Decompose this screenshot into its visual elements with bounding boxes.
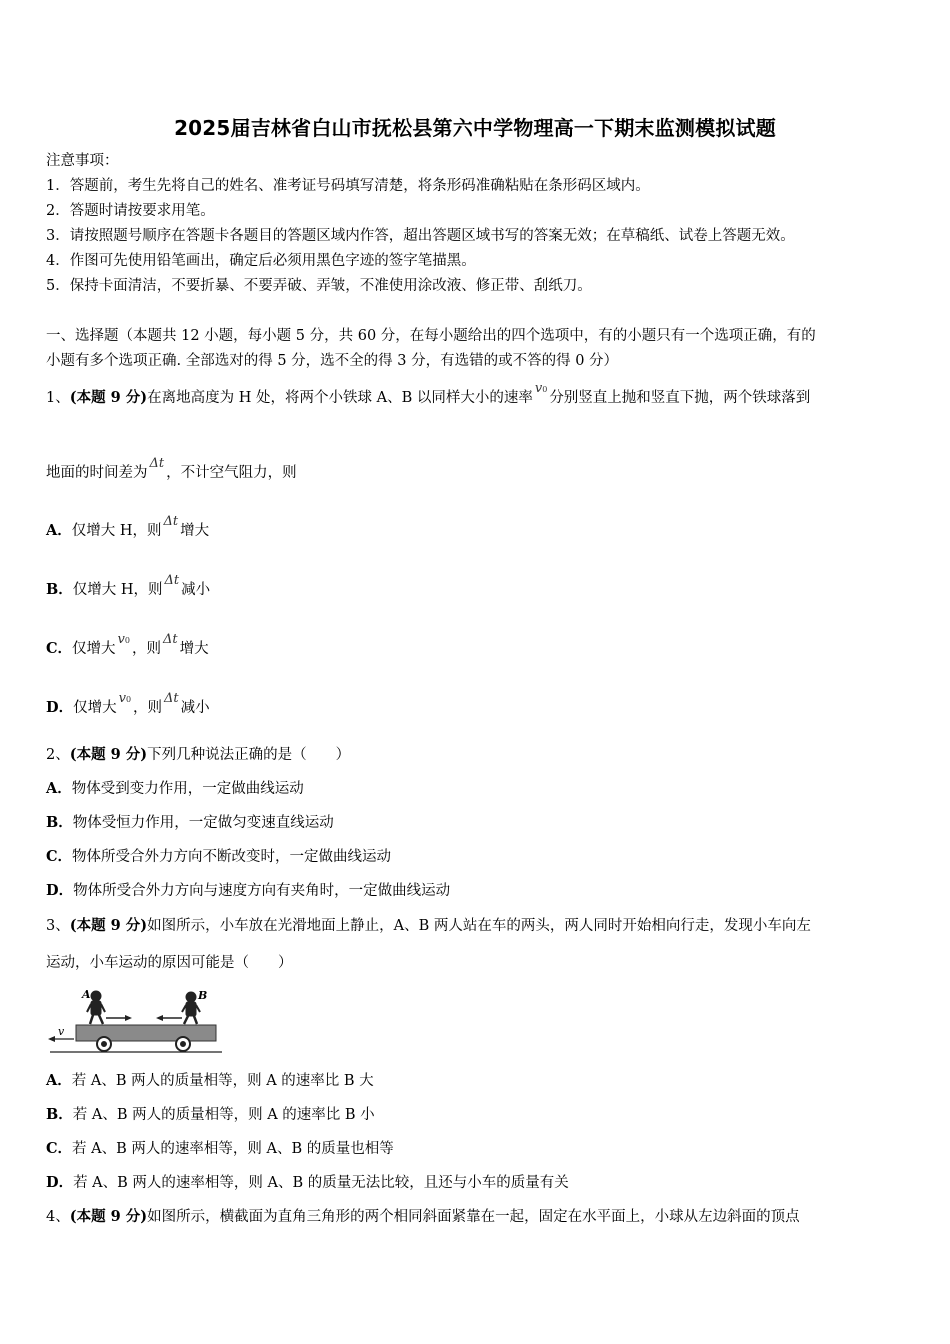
notice-item: 5．保持卡面清洁，不要折暴、不要弄破、弄皱，不准使用涂改液、修正带、刮纸刀。 bbox=[46, 278, 592, 294]
page-title: 2025届吉林省白山市抚松县第六中学物理高一下期末监测模拟试题 bbox=[174, 116, 776, 140]
question-4-stem: 4、(本题 9 分)如图所示，横截面为直角三角形的两个相同斜面紧靠在一起，固定在水平面上，小球从左边斜面的顶点 bbox=[46, 1208, 800, 1225]
question-2-option-d: D．物体所受合外力方向与速度方向有夹角时，一定做曲线运动 bbox=[46, 882, 451, 899]
question-1-stem-cont: 地面的时间差为Δt，不计空气阻力，则 bbox=[46, 456, 297, 481]
arrow-a-velocity bbox=[106, 1015, 132, 1021]
figure-label-b: B bbox=[198, 989, 208, 1002]
question-1-option-d: D．仅增大v0，则Δt减小 bbox=[46, 691, 210, 716]
notice-item: 2．答题时请按要求用笔。 bbox=[46, 203, 215, 219]
question-1-option-a: A．仅增大 H，则Δt增大 bbox=[46, 514, 210, 539]
question-2-option-a: A．物体受到变力作用，一定做曲线运动 bbox=[46, 780, 304, 797]
question-3-option-a: A．若 A、B 两人的质量相等，则 A 的速率比 B 大 bbox=[46, 1072, 374, 1089]
question-3-option-b: B．若 A、B 两人的质量相等，则 A 的速率比 B 小 bbox=[46, 1106, 375, 1123]
v0-symbol: v0 bbox=[117, 632, 130, 647]
cart-body bbox=[76, 1025, 216, 1041]
notice-item: 1．答题前，考生先将自己的姓名、准考证号码填写清楚，将条形码准确粘贴在条形码区域内。 bbox=[46, 178, 650, 194]
notice-item: 3．请按照题号顺序在答题卡各题目的答题区域内作答，超出答题区域书写的答案无效；在草稿纸、试卷上答题无效。 bbox=[46, 228, 795, 244]
delta-t-symbol: Δt bbox=[163, 514, 179, 529]
question-1-stem: 1、(本题 9 分)在离地高度为 H 处，将两个小铁球 A、B 以同样大小的速率v0分别竖直上抛和竖直下抛，两个铁球落到 bbox=[46, 381, 811, 406]
v0-symbol: v0 bbox=[118, 691, 132, 706]
cart-figure bbox=[46, 984, 226, 1056]
delta-t-symbol: Δt bbox=[164, 691, 179, 706]
question-2-option-c: C．物体所受合外力方向不断改变时，一定做曲线运动 bbox=[46, 848, 392, 865]
question-3-option-c: C．若 A、B 两人的速率相等，则 A、B 的质量也相等 bbox=[46, 1140, 394, 1157]
figure-label-a: A bbox=[82, 988, 91, 1001]
question-3-stem-cont: 运动，小车运动的原因可能是（ ） bbox=[46, 955, 293, 971]
section-heading-cont: 小题有多个选项正确. 全部选对的得 5 分，选不全的得 3 分，有选错的或不答的得 0 分） bbox=[46, 353, 619, 369]
question-3-stem: 3、(本题 9 分)如图所示，小车放在光滑地面上静止，A、B 两人站在车的两头，两人同时开始相向行走，发现小车向左 bbox=[46, 917, 811, 934]
delta-t-symbol: Δt bbox=[164, 573, 180, 588]
question-2-option-b: B．物体受恒力作用，一定做匀变速直线运动 bbox=[46, 814, 334, 831]
question-3-option-d: D．若 A、B 两人的速率相等，则 A、B 的质量无法比较，且还与小车的质量有关 bbox=[46, 1174, 569, 1191]
delta-t-symbol: Δt bbox=[149, 456, 165, 471]
figure-label-v: v bbox=[58, 1025, 65, 1038]
arrow-b-velocity bbox=[156, 1015, 182, 1021]
question-2-stem: 2、(本题 9 分)下列几种说法正确的是（ ） bbox=[46, 746, 351, 763]
notice-heading: 注意事项： bbox=[46, 153, 119, 169]
section-heading: 一、选择题（本题共 12 小题，每小题 5 分，共 60 分，在每小题给出的四个选项中，有的小题只有一个选项正确，有的 bbox=[46, 328, 816, 344]
notice-item: 4．作图可先使用铅笔画出，确定后必须用黑色字迹的签字笔描黑。 bbox=[46, 253, 476, 269]
v0-symbol: v0 bbox=[534, 381, 548, 396]
delta-t-symbol: Δt bbox=[163, 632, 178, 647]
question-1-option-b: B．仅增大 H，则Δt减小 bbox=[46, 573, 211, 598]
question-1-option-c: C．仅增大v0，则Δt增大 bbox=[46, 632, 209, 657]
